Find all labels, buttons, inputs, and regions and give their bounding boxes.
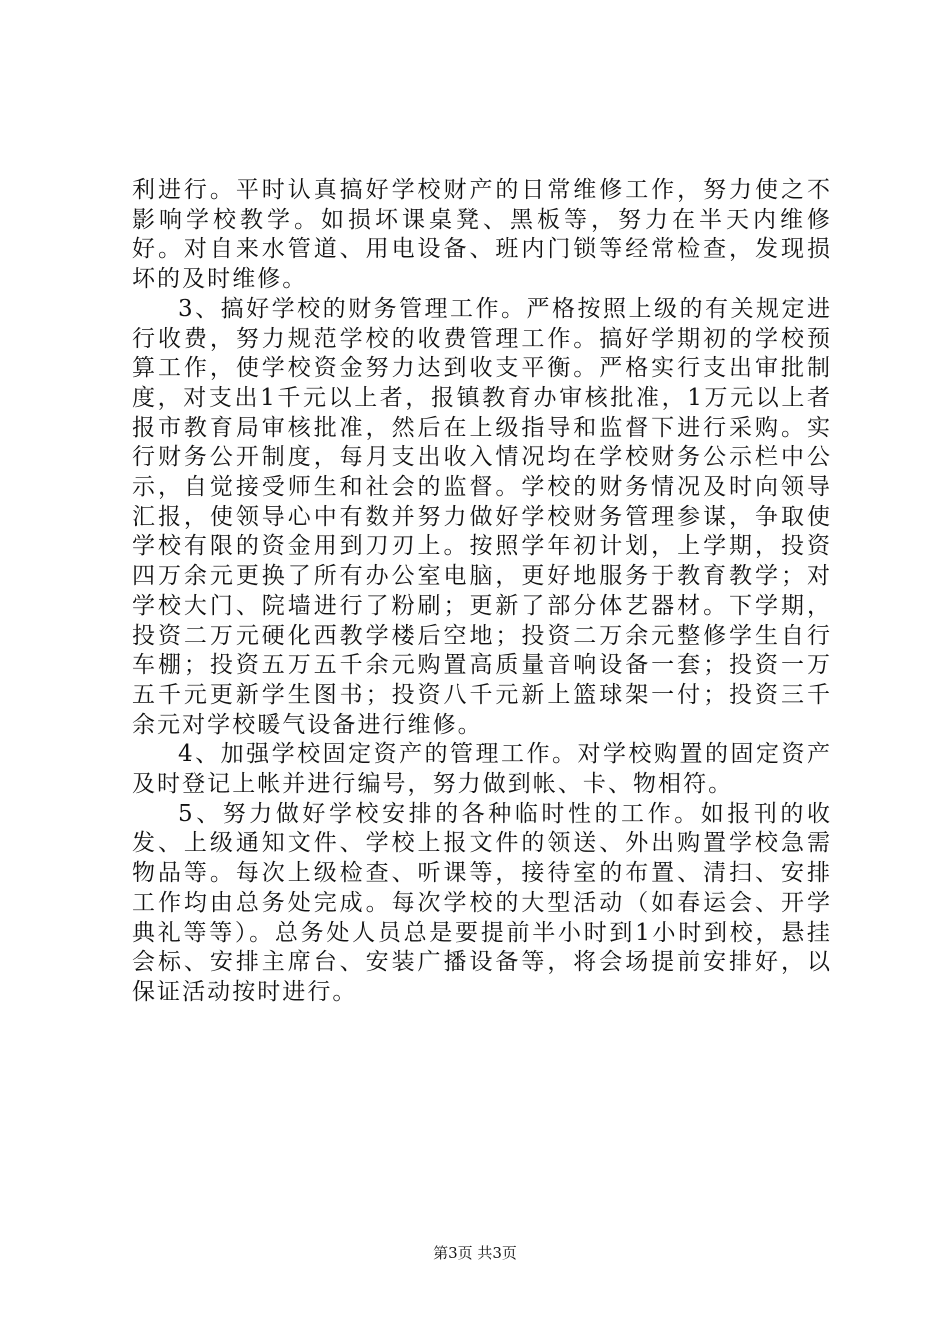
document-body bbox=[132, 176, 832, 1008]
paragraph-financial-management: 3、搞好学校的财务管理工作。严格按照上级的有关规定进行收费，努力规范学校的收费管理工作。搞好学期初的学校预算工作，使学校资金努力达到收支平衡。严格实行支出审批制度，对支出1千元以上者，报镇教育办审核批准，1万元以上者报市教育局审核批准，然后在上级指导和监督下进行采购。实行财务公开制度，每月支出收入情况均在学校财务公示栏中公示，自觉接受师生和社会的监督。学校的财务情况及时向领导汇报，使领导心中有数并努力做好学校财务管理参谋，争取使学校有限的资金用到刀刃上。按照学年初计划，上学期，投资四万余元更换了所有办公室电脑，更好地服务于教育教学；对学校大门、院墙进行了粉刷；更新了部分体艺器材。下学期，投资二万元硬化西教学楼后空地；投资二万余元整修学生自行车棚；投资五万五千余元购置高质量音响设备一套；投资一万五千元更新学生图书；投资八千元新上篮球架一付；投资三千余元对学校暖气设备进行维修。 bbox=[132, 295, 832, 738]
paragraph-continuation: 利进行。平时认真搞好学校财产的日常维修工作，努力使之不影响学校教学。如损坏课桌凳、黑板等，努力在半天内维修好。对自来水管道、用电设备、班内门锁等经常检查，发现损坏的及时维修。 bbox=[132, 177, 832, 293]
page-number-footer: 第3页 共3页 bbox=[433, 1244, 517, 1262]
paragraph-fixed-assets: 4、加强学校固定资产的管理工作。对学校购置的固定资产及时登记上帐并进行编号，努力做到帐、卡、物相符。 bbox=[132, 741, 832, 798]
paragraph-temporary-work: 5、努力做好学校安排的各种临时性的工作。如报刊的收发、上级通知文件、学校上报文件的领送、外出购置学校急需物品等。每次上级检查、听课等，接待室的布置、清扫、安排工作均由总务处完成。每次学校的大型活动（如春运会、开学典礼等等）。总务处人员总是要提前半小时到1小时到校，悬挂会标、安排主席台、安装广播设备等，将会场提前安排好，以保证活动按时进行。 bbox=[132, 800, 832, 1005]
